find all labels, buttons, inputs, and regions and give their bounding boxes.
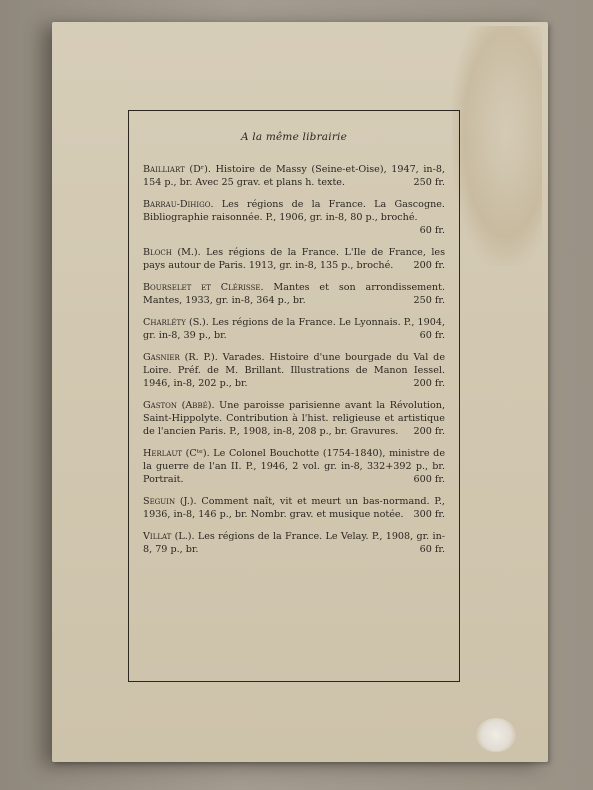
entry-author: Bailliart (Dʳ).: [143, 164, 211, 175]
catalog-heading: A la même librairie: [240, 131, 348, 143]
catalog-entry: [143, 447, 445, 486]
entry-text: Varades. Histoire d'une bourgade du Val de Loire. Préf. de M. Brillant. Illustrations de Manon Iessel. 1946, in-8, 202 p., br.: [143, 352, 445, 389]
entry-price: 200 fr.: [413, 260, 445, 271]
entry-author: Bourselet et Clérisse.: [143, 282, 264, 293]
entry-text: Une paroisse parisienne avant la Révolution, Saint-Hippolyte. Contribution à l'hist. religieuse et artistique de l'ancien Paris. P., 1908, in-8, 208 p., br. Gravures.: [143, 400, 445, 437]
book-back-cover: [52, 22, 548, 762]
catalog-frame: [128, 110, 460, 682]
entry-author: Bloch (M.).: [143, 247, 201, 258]
entry-price: 600 fr.: [413, 474, 445, 485]
catalog-entry: [143, 316, 445, 342]
entry-price: 200 fr.: [413, 378, 445, 389]
entry-price: 200 fr.: [413, 426, 445, 437]
entry-price: 300 fr.: [413, 509, 445, 520]
entry-price: 250 fr.: [413, 295, 445, 306]
catalog-entry: [143, 399, 445, 438]
catalog-entry: [143, 163, 445, 189]
entry-text: Le Colonel Bouchotte (1754-1840), ministre de la guerre de l'an II. P., 1946, 2 vol. gr. in-8, 332+392 p., br. Portrait.: [143, 448, 445, 485]
paper-spot: [476, 718, 516, 752]
entry-price: 250 fr.: [413, 177, 445, 188]
catalog-entry: [143, 246, 445, 272]
catalog-entry: [143, 351, 445, 390]
entry-price: 60 fr.: [419, 330, 445, 341]
entry-text: Comment naît, vit et meurt un bas-normand. P., 1936, in-8, 146 p., br. Nombr. grav. et musique notée.: [143, 496, 445, 520]
entry-price: 60 fr.: [419, 544, 445, 555]
entry-author: Charléty (S.).: [143, 317, 209, 328]
entry-text: Mantes et son arrondissement. Mantes, 1933, gr. in-8, 364 p., br.: [143, 282, 445, 306]
water-stain: [452, 26, 542, 266]
entry-text: Les régions de la France. La Gascogne. Bibliographie raisonnée. P., 1906, gr. in-8, 80 p., broché.: [143, 199, 445, 223]
catalog-entry: [143, 530, 445, 556]
entry-author: Seguin (J.).: [143, 496, 197, 507]
entry-text: Les régions de la France. L'Ile de France, les pays autour de Paris. 1913, gr. in-8, 135 p., broché.: [143, 247, 445, 271]
entry-author: Barrau-Dihigo.: [143, 199, 214, 210]
catalog-entry: [143, 281, 445, 307]
entry-text: Histoire de Massy (Seine-et-Oise), 1947, in-8, 154 p., br. Avec 25 grav. et plans h. texte.: [143, 164, 445, 188]
entry-author: Villat (L.).: [143, 531, 195, 542]
catalog-entry: [143, 198, 445, 237]
catalog-entry: [143, 495, 445, 521]
entry-text: Les régions de la France. Le Velay. P., 1908, gr. in-8, 79 p., br.: [143, 531, 445, 555]
entry-text: Les régions de la France. Le Lyonnais. P., 1904, gr. in-8, 39 p., br.: [143, 317, 445, 341]
entry-price: 60 fr.: [419, 225, 445, 236]
entry-author: Gaston (Abbé).: [143, 400, 215, 411]
entry-author: Herlaut (Cᵗᵉ).: [143, 448, 210, 459]
entry-author: Gasnier (R. P.).: [143, 352, 218, 363]
